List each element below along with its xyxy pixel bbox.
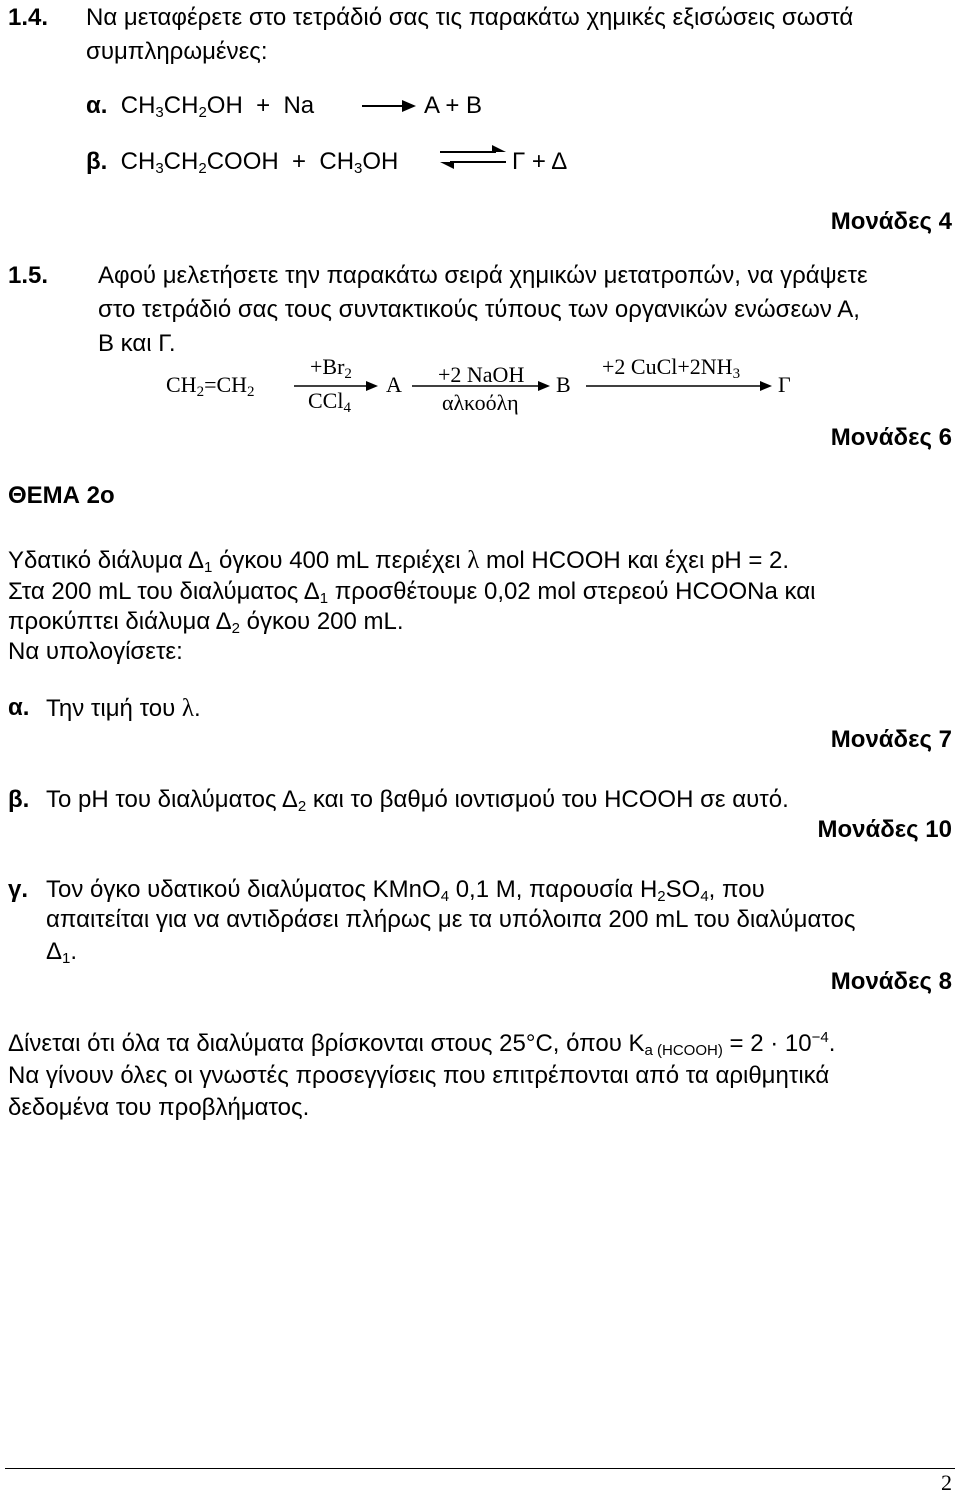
q15-text-line1: Αφού μελετήσετε την παρακάτω σειρά χημικών μετατροπών, να γράψετε bbox=[98, 262, 868, 289]
theme2-p1-line3: προκύπτει διάλυμα $\Delta_2$ όγκου 200 mL. bbox=[8, 608, 404, 637]
qc-line1: Τον όγκο υδατικού διαλύματος KMnO$_4$ 0,1 M, παρουσία $H_2SO_4$, που bbox=[46, 876, 765, 905]
q15-text-line2: στο τετράδιό σας τους συντακτικούς τύπους των οργανικών ενώσεων Α, bbox=[98, 296, 860, 323]
chain-arrow-3-icon bbox=[584, 379, 774, 393]
q14-text-line2: συμπληρωμένες: bbox=[86, 38, 268, 65]
footer-divider bbox=[5, 1468, 955, 1469]
eq-b-products: Γ + Δ bbox=[512, 148, 568, 175]
qb-text: Το pH του διαλύματος $\Delta_2$ και το βαθμό ιοντισμού του HCOOH σε αυτό. bbox=[46, 786, 789, 815]
qb-label: β. bbox=[8, 786, 30, 813]
given-line3: δεδομένα του προβλήματος. bbox=[8, 1094, 310, 1121]
theme2-p1-line4: Να υπολογίσετε: bbox=[8, 638, 183, 665]
chain-product-c: Γ bbox=[778, 372, 791, 397]
theme2-title: ΘΕΜΑ 2ο bbox=[8, 482, 115, 509]
q15-text-line3: Β και Γ. bbox=[98, 330, 176, 357]
qa-marks: Μονάδες 7 bbox=[830, 726, 952, 753]
qc-line2: απαιτείται για να αντιδράσει πλήρως με τα υπόλοιπα 200 mL του διαλύματος bbox=[46, 906, 856, 933]
qb-marks: Μονάδες 10 bbox=[817, 816, 952, 843]
chain-step3-reagent: +2 $CuCl+2NH_3$ bbox=[602, 354, 741, 382]
equilibrium-arrow-icon bbox=[436, 140, 510, 174]
qc-marks: Μονάδες 8 bbox=[830, 968, 952, 995]
q14-text-line1: Να μεταφέρετε στο τετράδιό σας τις παρακάτω χημικές εξισώσεις σωστά bbox=[86, 4, 854, 31]
chain-step2-reagent: +2 NaOH bbox=[438, 362, 525, 387]
question-number-1-5: 1.5. bbox=[8, 262, 49, 289]
theme2-p1-line2: Στα 200 mL του διαλύματος $\Delta_1$ προσθέτουμε 0,02 mol στερεού HCOONa και bbox=[8, 578, 816, 607]
given-line2: Να γίνουν όλες οι γνωστές προσεγγίσεις που επιτρέπονται από τα αριθμητικά bbox=[8, 1062, 830, 1089]
chain-step1-reagent: $+Br_2$ bbox=[310, 354, 352, 382]
chain-start: $CH_2=CH_2$ bbox=[166, 372, 255, 400]
chain-step2-solvent: αλκοόλη bbox=[442, 390, 519, 415]
qa-text: Την τιμή του λ. bbox=[46, 695, 201, 722]
chain-step1-solvent: CCl$_4$ bbox=[308, 388, 351, 416]
given-line1: Δίνεται ότι όλα τα διαλύματα βρίσκονται στους 25°C, όπου $K_{a (HCOOH)} = 2 \cdot 10^{-4}$. bbox=[8, 1029, 836, 1059]
chain-product-a: Α bbox=[386, 372, 402, 397]
eq-a-products: Α + Β bbox=[424, 92, 483, 119]
qc-label: γ. bbox=[8, 876, 29, 903]
eq-a: α. $CH_3CH_2OH + Na$ bbox=[86, 92, 315, 121]
qc-line3: $\Delta_1$. bbox=[46, 938, 78, 967]
page-number: 2 bbox=[941, 1470, 952, 1495]
question-number-1-4: 1.4. bbox=[8, 4, 49, 31]
q14-marks: Μονάδες 4 bbox=[830, 208, 952, 235]
qa-label: α. bbox=[8, 694, 30, 721]
chain-product-b: Β bbox=[556, 372, 571, 397]
q15-marks: Μονάδες 6 bbox=[830, 424, 952, 451]
theme2-p1-line1: Υδατικό διάλυμα $\Delta_1$ όγκου 400 mL περιέχει λ mol HCOOH και έχει pH = 2. bbox=[8, 547, 790, 576]
eq-a-arrow-icon bbox=[360, 98, 418, 114]
eq-b: β. $CH_3CH_2COOH + CH_3OH$ bbox=[86, 148, 399, 177]
